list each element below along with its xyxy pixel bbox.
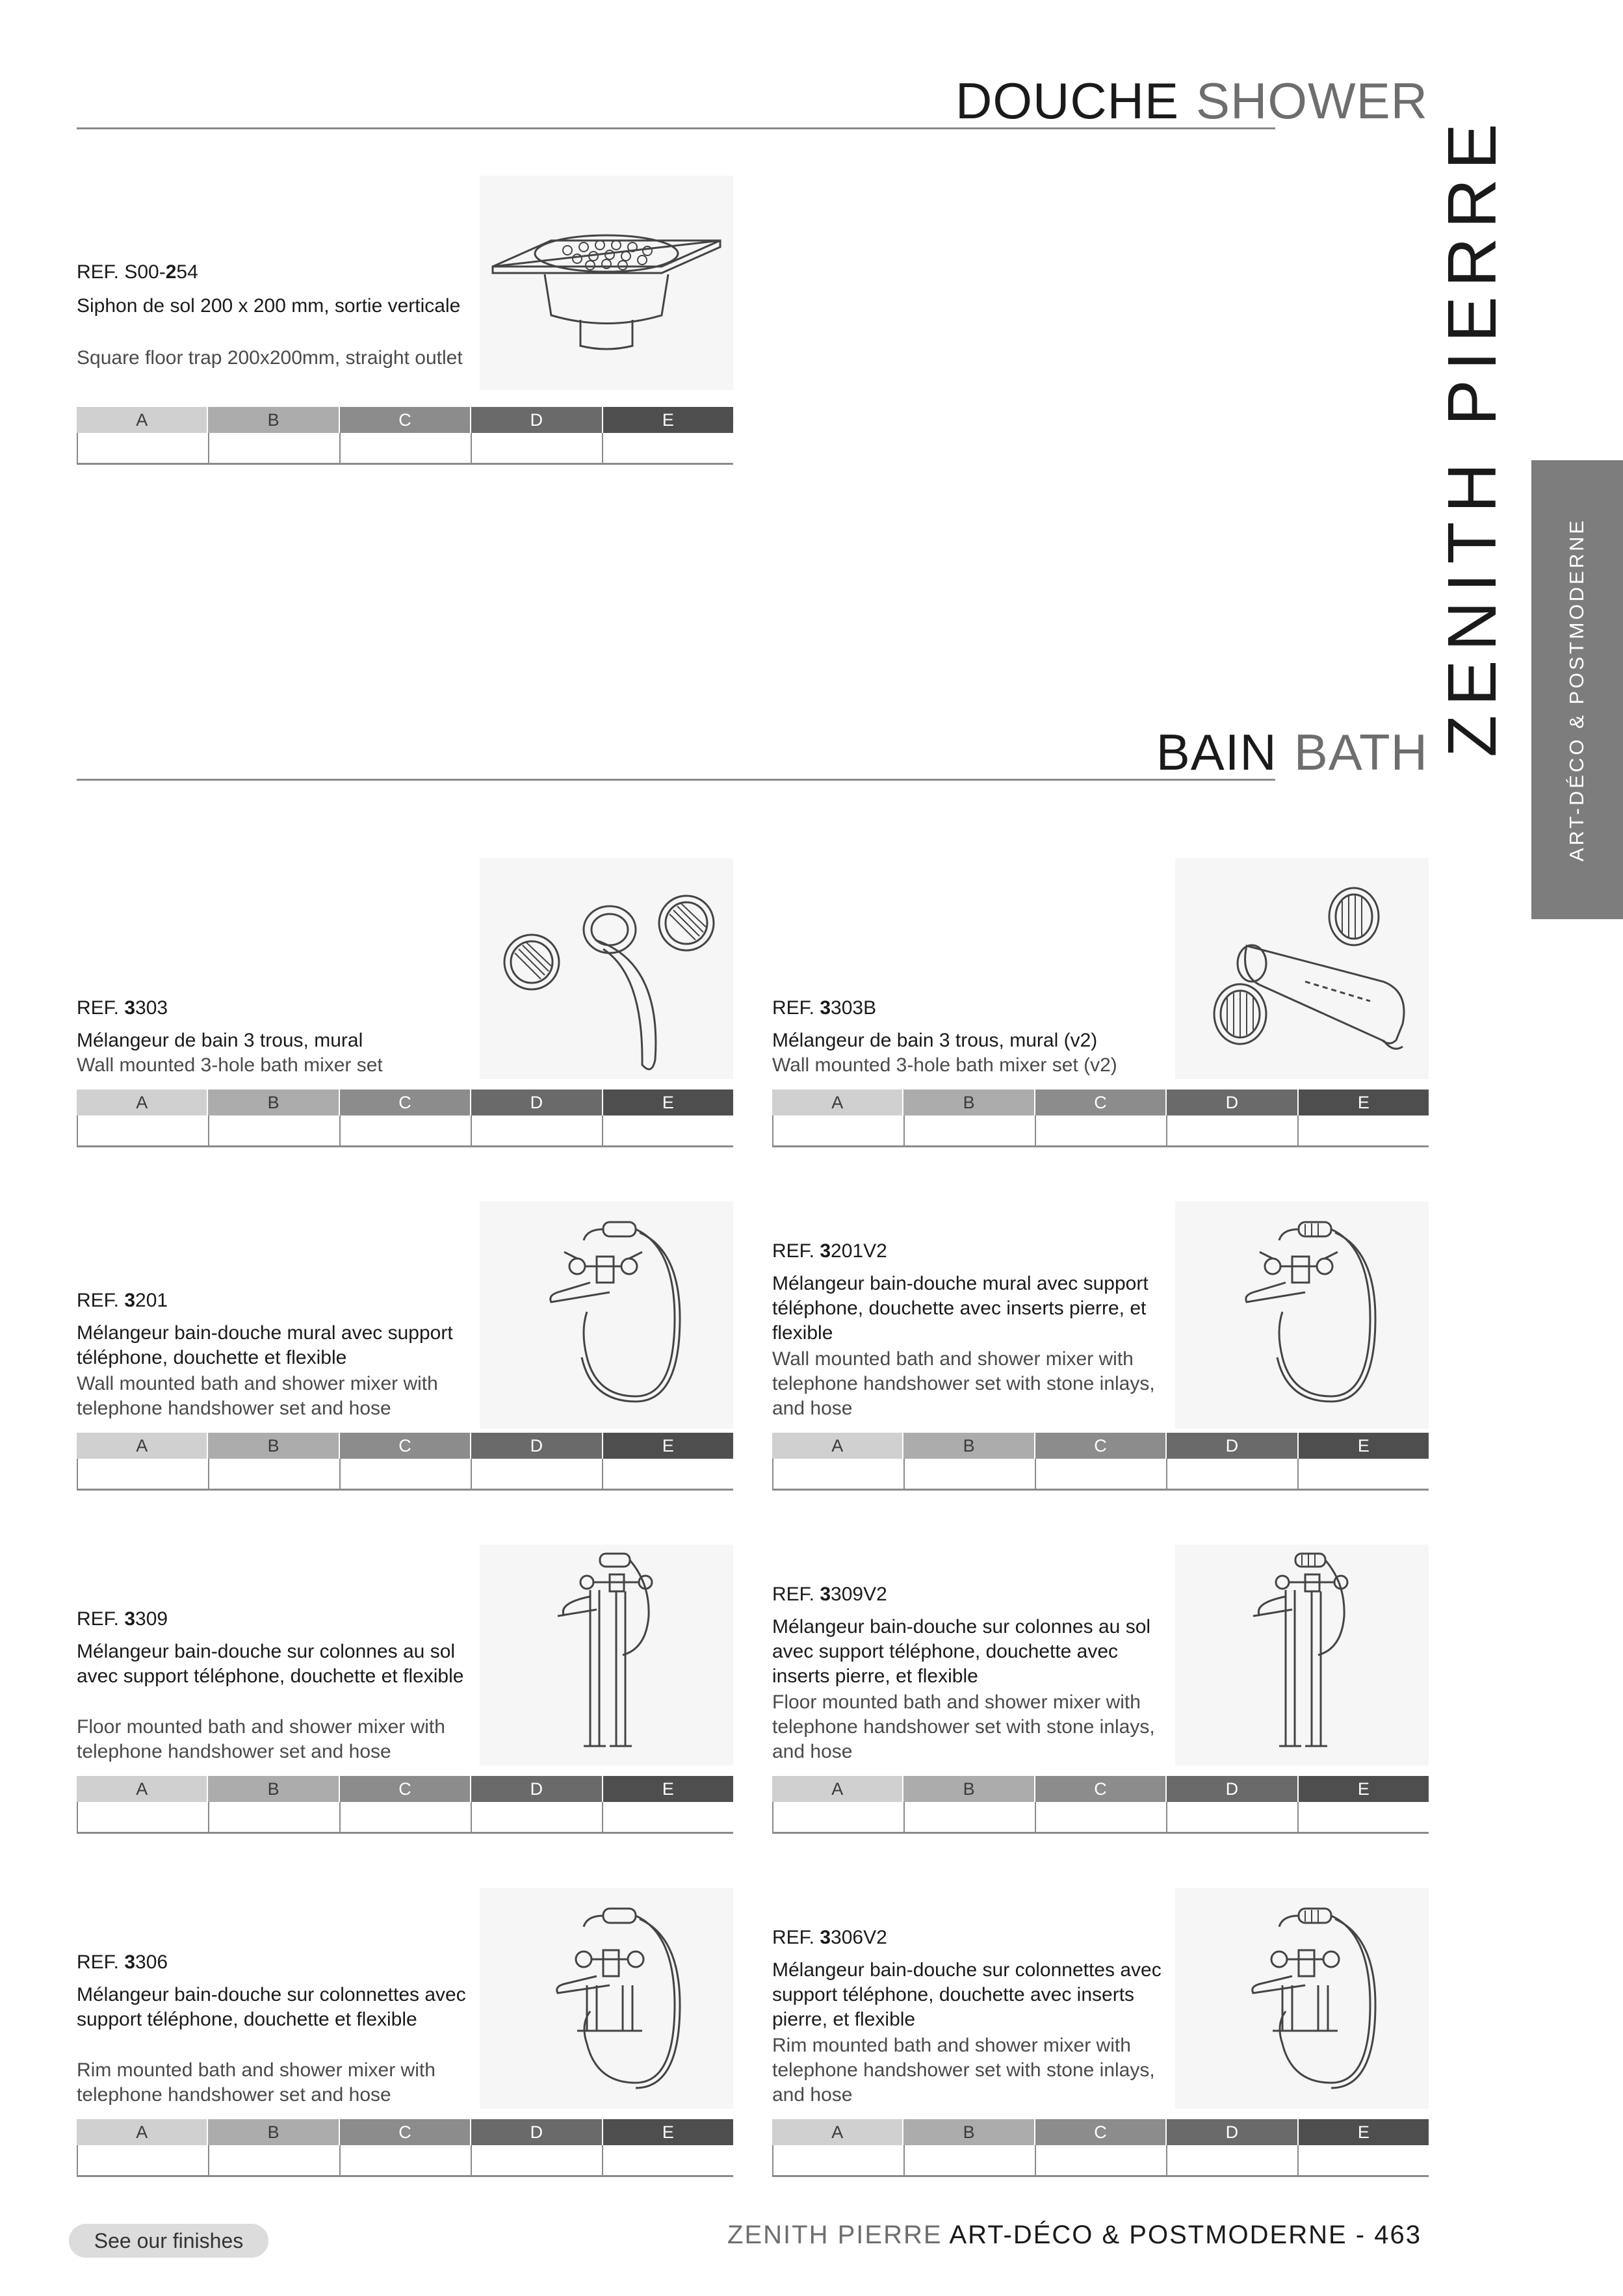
product-card	[772, 1888, 1429, 2180]
see-finishes-button[interactable]: See our finishes	[69, 2224, 268, 2258]
finish-d[interactable]: D	[1167, 1776, 1298, 1802]
finish-e[interactable]: E	[1299, 2119, 1429, 2145]
product-description-en: Floor mounted bath and shower mixer with telephone handshower set and hose	[77, 1716, 445, 1762]
wall-bath-shower-mixer-drawing	[480, 1201, 733, 1429]
finish-a[interactable]: A	[77, 2119, 208, 2145]
finish-header-row	[772, 1433, 1429, 1459]
finish-table	[772, 1776, 1429, 1833]
finish-cells	[77, 2145, 733, 2177]
finish-e[interactable]: E	[1299, 1089, 1429, 1115]
finish-c[interactable]: C	[1035, 1433, 1167, 1459]
collection-side-tab[interactable]: ART-DÉCO & POSTMODERNE	[1531, 460, 1623, 919]
finish-d[interactable]: D	[1167, 1089, 1298, 1115]
finish-table	[772, 1089, 1429, 1147]
footer-separator: -	[1355, 2221, 1366, 2249]
finish-header-row	[77, 407, 733, 433]
finish-d[interactable]: D	[471, 407, 603, 433]
finish-b[interactable]: B	[208, 1089, 339, 1115]
finish-table	[77, 1089, 733, 1147]
finish-b[interactable]: B	[208, 1433, 339, 1459]
finish-header-row	[772, 1089, 1429, 1115]
finish-e[interactable]: E	[603, 1089, 733, 1115]
finish-b[interactable]: B	[208, 407, 339, 433]
finish-e[interactable]: E	[603, 1776, 733, 1802]
floor-mixer-drawing	[480, 1545, 733, 1766]
finish-header-row	[77, 1089, 733, 1115]
finish-c[interactable]: C	[340, 1089, 471, 1115]
product-card	[77, 1201, 733, 1494]
finish-cells	[772, 1115, 1429, 1147]
product-ref: REF. S00-254	[77, 261, 198, 283]
finish-table	[77, 2119, 733, 2176]
product-description-en: Wall mounted bath and shower mixer with telephone handshower set and hose	[77, 1373, 438, 1419]
finish-b[interactable]: B	[208, 1776, 339, 1802]
rim-mixer-v2-drawing	[1175, 1888, 1429, 2109]
finish-d[interactable]: D	[471, 1433, 603, 1459]
product-description-fr: Mélangeur bain-douche mural avec support téléphone, douchette et flexible	[77, 1322, 453, 1368]
rim-mixer-drawing	[480, 1888, 733, 2109]
wall-bath-mixer-drawing	[480, 858, 733, 1079]
finish-e[interactable]: E	[603, 407, 733, 433]
wall-bath-shower-mixer-v2-drawing	[1175, 1201, 1429, 1429]
finish-a[interactable]: A	[772, 1089, 903, 1115]
finish-d[interactable]: D	[1167, 2119, 1298, 2145]
finish-d[interactable]: D	[471, 2119, 603, 2145]
product-ref: REF. 3309V2	[772, 1584, 887, 1605]
finish-d[interactable]: D	[471, 1776, 603, 1802]
finish-b[interactable]: B	[903, 1089, 1035, 1115]
finish-a[interactable]: A	[772, 1776, 903, 1802]
finish-a[interactable]: A	[772, 2119, 903, 2145]
page-number: 463	[1374, 2221, 1422, 2249]
product-description-fr: Mélangeur bain-douche sur colonnettes avec support téléphone, douchette avec inserts pierre, et flexible	[772, 1959, 1162, 2030]
finish-a[interactable]: A	[77, 1776, 208, 1802]
finish-e[interactable]: E	[1299, 1776, 1429, 1802]
finish-b[interactable]: B	[903, 1776, 1035, 1802]
finish-c[interactable]: C	[1035, 1089, 1167, 1115]
product-card	[77, 176, 733, 468]
finish-cells	[772, 2145, 1429, 2177]
product-card	[77, 858, 733, 1151]
section-divider	[77, 779, 1275, 781]
product-ref: REF. 3303	[77, 997, 168, 1019]
product-ref: REF. 3309	[77, 1608, 168, 1630]
product-description-en: Rim mounted bath and shower mixer with telephone handshower set with stone inlays, and hose	[772, 2035, 1155, 2106]
product-card	[772, 1545, 1429, 1837]
finish-cells	[77, 433, 733, 465]
finish-b[interactable]: B	[903, 2119, 1035, 2145]
product-card	[772, 1201, 1429, 1494]
product-card	[77, 1545, 733, 1837]
finish-b[interactable]: B	[208, 2119, 339, 2145]
product-description-fr: Mélangeur bain-douche sur colonnes au sol avec support téléphone, douchette et flexible	[77, 1641, 464, 1687]
page-footer	[727, 2221, 1422, 2250]
product-description-fr: Mélangeur bain-douche mural avec support téléphone, douchette avec inserts pierre, et flexible	[772, 1273, 1149, 1344]
finish-c[interactable]: C	[340, 2119, 471, 2145]
finish-cells	[77, 1459, 733, 1491]
finish-c[interactable]: C	[340, 1433, 471, 1459]
floor-trap-drawing	[480, 176, 733, 390]
product-card	[77, 1888, 733, 2180]
product-description-en: Rim mounted bath and shower mixer with telephone handshower set and hose	[77, 2059, 435, 2106]
section-divider	[77, 127, 1275, 129]
finish-cells	[772, 1459, 1429, 1491]
finish-e[interactable]: E	[603, 1433, 733, 1459]
finish-header-row	[77, 2119, 733, 2145]
product-description-en: Wall mounted bath and shower mixer with telephone handshower set with stone inlays, and hose	[772, 1348, 1155, 1419]
product-description-fr: Mélangeur bain-douche sur colonnes au sol avec support téléphone, douchette avec inserts pierre, et flexible	[772, 1616, 1151, 1687]
footer-brand: ZENITH PIERRE	[727, 2221, 942, 2249]
product-ref: REF. 3201V2	[772, 1240, 887, 1262]
product-description-en: Square floor trap 200x200mm, straight outlet	[77, 347, 463, 369]
floor-mixer-v2-drawing	[1175, 1545, 1429, 1766]
wall-bath-mixer-v2-drawing	[1175, 858, 1429, 1079]
finish-cells	[77, 1115, 733, 1147]
finish-c[interactable]: C	[340, 1776, 471, 1802]
finish-c[interactable]: C	[1035, 2119, 1167, 2145]
finish-d[interactable]: D	[1167, 1433, 1298, 1459]
product-ref: REF. 3306V2	[772, 1927, 887, 1948]
finish-cells	[772, 1802, 1429, 1834]
finish-cells	[77, 1802, 733, 1834]
finish-e[interactable]: E	[1299, 1433, 1429, 1459]
product-description-en: Wall mounted 3-hole bath mixer set	[77, 1054, 383, 1076]
finish-table	[77, 1776, 733, 1833]
footer-collection: ART-DÉCO & POSTMODERNE	[949, 2221, 1347, 2249]
product-ref: REF. 3303B	[772, 997, 877, 1019]
product-description-fr: Mélangeur de bain 3 trous, mural (v2)	[772, 1030, 1098, 1051]
finish-a[interactable]: A	[77, 1089, 208, 1115]
product-ref: REF. 3306	[77, 1951, 168, 1973]
finish-a[interactable]: A	[77, 407, 208, 433]
brand-vertical-title: ZENITH PIERRE	[1433, 114, 1511, 757]
product-description-fr: Siphon de sol 200 x 200 mm, sortie verticale	[77, 295, 461, 317]
product-ref: REF. 3201	[77, 1290, 168, 1311]
finish-table	[772, 1433, 1429, 1490]
finish-c[interactable]: C	[340, 407, 471, 433]
product-description-en: Wall mounted 3-hole bath mixer set (v2)	[772, 1054, 1117, 1076]
finish-header-row	[772, 1776, 1429, 1802]
section-title-shower: DOUCHE SHOWER	[955, 72, 1428, 129]
finish-table	[77, 1433, 733, 1490]
finish-header-row	[77, 1776, 733, 1802]
finish-c[interactable]: C	[1035, 1776, 1167, 1802]
finish-table	[77, 407, 733, 464]
finish-d[interactable]: D	[471, 1089, 603, 1115]
product-description-fr: Mélangeur bain-douche sur colonnettes avec support téléphone, douchette et flexible	[77, 1984, 466, 2030]
product-card	[772, 858, 1429, 1151]
finish-table	[772, 2119, 1429, 2176]
finish-a[interactable]: A	[772, 1433, 903, 1459]
section-title-bath: BAIN BATH	[1156, 724, 1428, 781]
finish-b[interactable]: B	[903, 1433, 1035, 1459]
finish-header-row	[772, 2119, 1429, 2145]
finish-a[interactable]: A	[77, 1433, 208, 1459]
product-description-en: Floor mounted bath and shower mixer with telephone handshower set with stone inlays, and hose	[772, 1691, 1155, 1762]
finish-header-row	[77, 1433, 733, 1459]
product-description-fr: Mélangeur de bain 3 trous, mural	[77, 1030, 363, 1051]
finish-e[interactable]: E	[603, 2119, 733, 2145]
